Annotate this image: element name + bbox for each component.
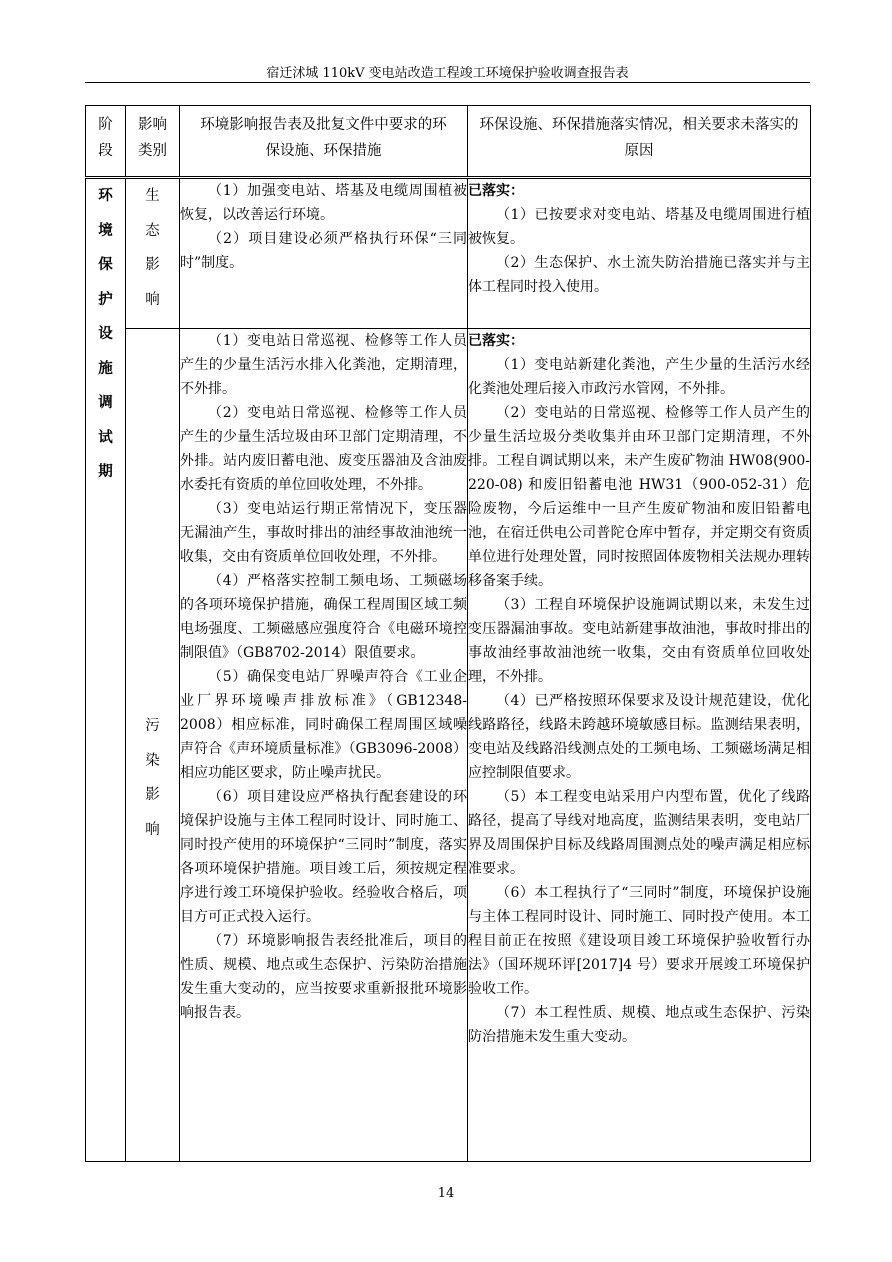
impact-label-ecology: 生态影响 bbox=[145, 188, 160, 308]
implementation-cell bbox=[468, 329, 811, 1162]
table-header-row bbox=[86, 106, 811, 178]
required-item: （1）变电站日常巡视、检修等工作人员产生的少量生活污水排入化粪池，定期清理，不外排。 bbox=[180, 333, 467, 397]
measures-table bbox=[85, 105, 811, 1162]
required-item: （2）变电站日常巡视、检修等工作人员产生的少量生活垃圾由环卫部门定期清理，不外排。站内废旧蓄电池、废变压器油及含油废水委托有资质的单位回收处理，不外排。 bbox=[180, 405, 467, 493]
status-label: 已落实： bbox=[468, 333, 524, 349]
table-row bbox=[86, 178, 811, 329]
header-impact-type: 影响类别 bbox=[126, 106, 180, 178]
required-measures-cell bbox=[180, 178, 468, 329]
status-label: 已落实： bbox=[468, 183, 524, 199]
header-rule bbox=[85, 82, 810, 83]
document-header: 宿迁沭城 110kV 变电站改造工程竣工环境保护验收调查报告表 bbox=[266, 66, 629, 81]
required-item: （6）项目建设应严格执行配套建设的环境保护设施与主体工程同时设计、同时施工、同时投产使用的环境保护“三同时”制度，落实各项环境保护措施。项目竣工后，须按规定程序进行竣工环境保护验收。经验收合格后，项目方可正式投入运行。 bbox=[180, 789, 467, 925]
impact-type-cell bbox=[126, 178, 180, 329]
implemented-item: （1）变电站新建化粪池，产生少量的生活污水经化粪池处理后接入市政污水管网，不外排。 bbox=[468, 357, 810, 397]
header-implementation-status: 环保设施、环保措施落实情况，相关要求未落实的原因 bbox=[468, 106, 811, 178]
required-item: （1）加强变电站、塔基及电缆周围植被恢复，以改善运行环境。 bbox=[180, 183, 467, 223]
header-required-measures: 环境影响报告表及批复文件中要求的环保设施、环保措施 bbox=[180, 106, 468, 178]
implemented-item: （1）已按要求对变电站、塔基及电缆周围进行植被恢复。 bbox=[468, 207, 810, 247]
implemented-item: （2）变电站的日常巡视、检修等工作人员产生的少量生活垃圾分类收集并由环卫部门定期清理，不外排。工程自调试期以来，未产生废矿物油 HW08(900-220-08) 和废旧铅蓄电池 HW31（900-052-31）危险废物，今后运维中一旦产生废矿物油和废旧铅蓄电池，在宿迁供电公司普陀仓库中暂存，并定期交有资质单位进行处理处置，同时按照固体废物相关法规办理转移备案手续。 bbox=[468, 405, 810, 589]
required-item: （4）严格落实控制工频电场、工频磁场的各项环境保护措施，确保工程周围区域工频电场强度、工频磁感应强度符合《电磁环境控制限值》（GB8702-2014）限值要求。 bbox=[180, 573, 467, 661]
implemented-item: （6）本工程执行了“三同时”制度，环境保护设施与主体工程同时设计、同时施工、同时投产使用。本工程目前正在按照《建设项目竣工环境保护验收暂行办法》（国环规环评[2017]4 号）要求开展竣工环境保护验收工作。 bbox=[468, 885, 810, 997]
required-item: （2）项目建设必须严格执行环保“三同时”制度。 bbox=[180, 231, 467, 271]
stage-cell bbox=[86, 178, 126, 1162]
header-stage: 阶段 bbox=[86, 106, 126, 178]
stage-label: 环境保护设施调试期 bbox=[98, 187, 113, 480]
implemented-item: （2）生态保护、水土流失防治措施已落实并与主体工程同时投入使用。 bbox=[468, 255, 810, 295]
required-measures-cell bbox=[180, 329, 468, 1162]
table-row bbox=[86, 329, 811, 1162]
required-item: （3）变电站运行期正常情况下，变压器无漏油产生，事故时排出的油经事故油池统一收集，交由有资质单位回收处理，不外排。 bbox=[180, 501, 467, 565]
implemented-item: （3）工程自环境保护设施调试期以来，未发生过变压器漏油事故。变电站新建事故油池，事故时排出的事故油经事故油池统一收集，交由有资质单位回收处理，不外排。 bbox=[468, 597, 810, 685]
implemented-item: （4）已严格按照环保要求及设计规范建设，优化线路路径，线路未跨越环境敏感目标。监测结果表明，变电站及线路沿线测点处的工频电场、工频磁场满足相应控制限值要求。 bbox=[468, 693, 810, 781]
impact-label-pollution: 污染影响 bbox=[145, 718, 160, 838]
required-item: （5）确保变电站厂界噪声符合《工业企业厂界环境噪声排放标准》（GB12348-2008）相应标准，同时确保工程周围区域噪声符合《声环境质量标准》（GB3096-2008）相应功能区要求，防止噪声扰民。 bbox=[180, 669, 467, 781]
page-number: 14 bbox=[437, 1186, 455, 1201]
required-item: （7）环境影响报告表经批准后，项目的性质、规模、地点或生态保护、污染防治措施发生重大变动的，应当按要求重新报批环境影响报告表。 bbox=[180, 933, 467, 1021]
implementation-cell bbox=[468, 178, 811, 329]
impact-type-cell bbox=[126, 329, 180, 1162]
implemented-item: （7）本工程性质、规模、地点或生态保护、污染防治措施未发生重大变动。 bbox=[468, 1005, 810, 1045]
implemented-item: （5）本工程变电站采用户内型布置，优化了线路路径，提高了导线对地高度，监测结果表明，变电站厂界及周围保护目标及线路周围测点处的噪声满足相应标准要求。 bbox=[468, 789, 810, 877]
